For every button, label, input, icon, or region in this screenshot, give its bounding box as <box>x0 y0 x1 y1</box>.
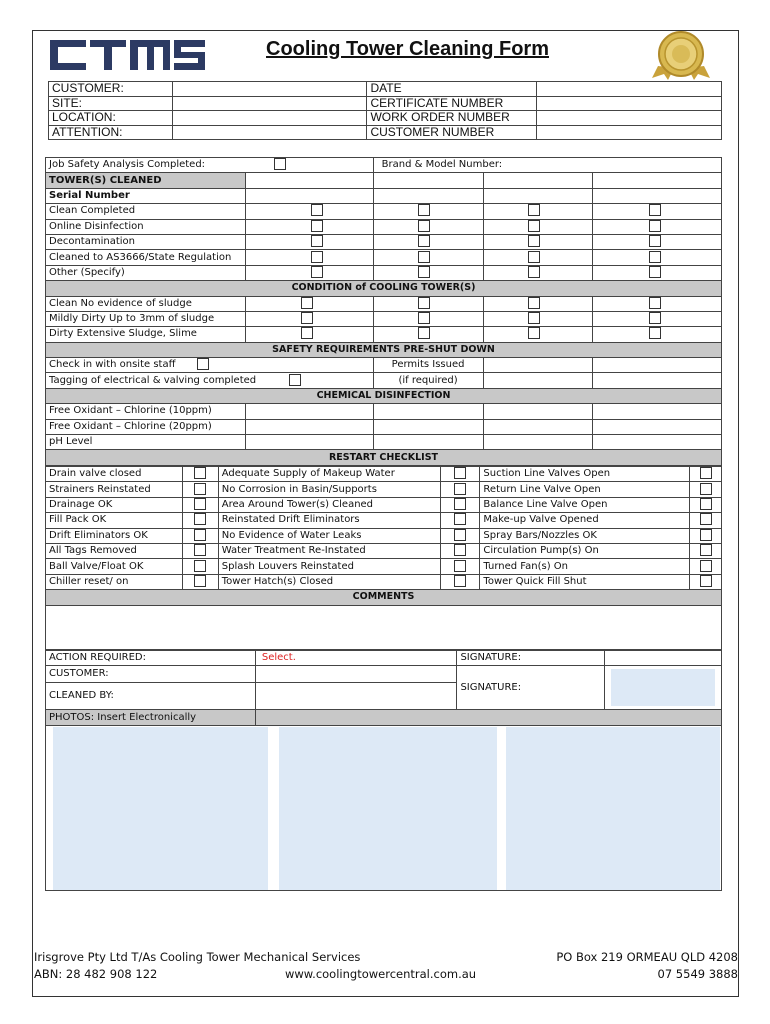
restart-checkbox[interactable] <box>454 544 466 556</box>
restart-item-label: Chiller reset/ on <box>46 574 183 589</box>
restart-item-label: Drift Eliminators OK <box>46 528 183 543</box>
restart-item-label: Tower Quick Fill Shut <box>480 574 690 589</box>
restart-row <box>46 559 722 574</box>
photo-slot-2[interactable] <box>279 727 497 890</box>
signature-label: SIGNATURE: <box>457 651 605 666</box>
permits-field-4[interactable] <box>593 373 722 388</box>
restart-checkbox[interactable] <box>194 575 206 587</box>
restart-checkbox[interactable] <box>194 513 206 525</box>
serial-field-3[interactable] <box>483 188 593 203</box>
customer-number-label: CUSTOMER NUMBER <box>367 125 537 140</box>
condition-heading: CONDITION of COOLING TOWER(S) <box>46 281 722 296</box>
restart-item-label: Drain valve closed <box>46 467 183 482</box>
chem-field[interactable] <box>373 435 483 450</box>
action-required-label: ACTION REQUIRED: <box>46 651 256 666</box>
condition-clean-label: Clean No evidence of sludge <box>46 296 246 311</box>
decontamination-label: Decontamination <box>46 234 246 249</box>
restart-checkbox[interactable] <box>454 575 466 587</box>
restart-item-label: Fill Pack OK <box>46 513 183 528</box>
restart-checkbox[interactable] <box>700 483 712 495</box>
restart-item-label: Balance Line Valve Open <box>480 497 690 512</box>
action-select[interactable]: Select. <box>255 651 457 666</box>
chemical-heading: CHEMICAL DISINFECTION <box>46 388 722 403</box>
check-in-label: Check in with onsite staff <box>49 359 176 371</box>
checkbox[interactable] <box>649 312 661 324</box>
restart-item-label: No Evidence of Water Leaks <box>218 528 440 543</box>
certificate-label: CERTIFICATE NUMBER <box>367 96 537 111</box>
footer-phone: 07 5549 3888 <box>657 967 738 981</box>
attention-field[interactable] <box>172 125 367 140</box>
other-specify-label: Other (Specify) <box>46 265 246 280</box>
footer-company: Irisgrove Pty Ltd T/As Cooling Tower Mechanical Services <box>34 950 361 964</box>
restart-item-label: Turned Fan(s) On <box>480 559 690 574</box>
restart-checkbox[interactable] <box>194 498 206 510</box>
checkbox[interactable] <box>649 297 661 309</box>
restart-item-label: Strainers Reinstated <box>46 482 183 497</box>
safety-heading: SAFETY REQUIREMENTS PRE-SHUT DOWN <box>46 342 722 357</box>
checkbox[interactable] <box>418 251 430 263</box>
checkbox[interactable] <box>418 266 430 278</box>
permits-issued-label: Permits Issued <box>373 358 483 373</box>
checkbox[interactable] <box>528 312 540 324</box>
restart-item-label: Spray Bars/Nozzles OK <box>480 528 690 543</box>
restart-checkbox[interactable] <box>194 483 206 495</box>
condition-dirty-label: Dirty Extensive Sludge, Slime <box>46 327 246 342</box>
restart-row <box>46 482 722 497</box>
restart-item-label: Circulation Pump(s) On <box>480 543 690 558</box>
checkbox[interactable] <box>418 297 430 309</box>
permits-if-required-label: (if required) <box>373 373 483 388</box>
restart-checkbox[interactable] <box>194 560 206 572</box>
restart-checkbox[interactable] <box>700 529 712 541</box>
restart-item-label: Reinstated Drift Eliminators <box>218 513 440 528</box>
restart-row <box>46 574 722 589</box>
location-field[interactable] <box>172 111 367 126</box>
restart-item-label: Ball Valve/Float OK <box>46 559 183 574</box>
serial-field-2[interactable] <box>373 188 483 203</box>
restart-item-label: Drainage OK <box>46 497 183 512</box>
restart-item-label: All Tags Removed <box>46 543 183 558</box>
header-info-table <box>48 81 722 140</box>
restart-checkbox[interactable] <box>700 467 712 479</box>
footer-po-box: PO Box 219 ORMEAU QLD 4208 <box>556 950 738 964</box>
checkbox[interactable] <box>528 327 540 339</box>
restart-checkbox[interactable] <box>454 513 466 525</box>
footer-abn: ABN: 28 482 908 122 <box>34 967 158 981</box>
location-label: LOCATION: <box>49 111 173 126</box>
customer-number-field[interactable] <box>537 125 722 140</box>
restart-checkbox[interactable] <box>454 529 466 541</box>
clean-completed-label: Clean Completed <box>46 204 246 219</box>
checkbox[interactable] <box>418 220 430 232</box>
work-order-field[interactable] <box>537 111 722 126</box>
restart-row <box>46 513 722 528</box>
checkbox[interactable] <box>528 204 540 216</box>
checkbox[interactable] <box>311 204 323 216</box>
work-order-label: WORK ORDER NUMBER <box>367 111 537 126</box>
restart-item-label: Splash Louvers Reinstated <box>218 559 440 574</box>
customer-signoff-label: CUSTOMER: <box>46 666 256 682</box>
restart-checkbox[interactable] <box>700 575 712 587</box>
chem-field[interactable] <box>245 404 373 419</box>
restart-checkbox[interactable] <box>194 544 206 556</box>
condition-mildly-dirty-label: Mildly Dirty Up to 3mm of sludge <box>46 311 246 326</box>
checkbox[interactable] <box>649 220 661 232</box>
restart-item-label: Adequate Supply of Makeup Water <box>218 467 440 482</box>
chlorine-10-label: Free Oxidant – Chlorine (10ppm) <box>46 404 246 419</box>
restart-heading: RESTART CHECKLIST <box>46 450 722 465</box>
form-title: Cooling Tower Cleaning Form <box>266 38 549 60</box>
customer-signoff-field[interactable] <box>255 666 457 682</box>
restart-item-label: Tower Hatch(s) Closed <box>218 574 440 589</box>
site-field[interactable] <box>172 96 367 111</box>
restart-item-label: Area Around Tower(s) Cleaned <box>218 497 440 512</box>
jsa-row <box>46 158 374 173</box>
checkbox[interactable] <box>311 220 323 232</box>
permits-field-2[interactable] <box>593 358 722 373</box>
checkbox[interactable] <box>418 327 430 339</box>
checkbox[interactable] <box>528 220 540 232</box>
comments-field[interactable] <box>46 605 722 649</box>
chem-field[interactable] <box>483 435 593 450</box>
checkbox[interactable] <box>301 327 313 339</box>
restart-checkbox[interactable] <box>454 498 466 510</box>
checkbox[interactable] <box>528 266 540 278</box>
date-label: DATE <box>367 82 537 97</box>
comments-heading: COMMENTS <box>46 590 722 605</box>
chlorine-20-label: Free Oxidant – Chlorine (20ppm) <box>46 419 246 434</box>
footer-website[interactable]: www.coolingtowercentral.com.au <box>285 967 477 981</box>
restart-item-label: Make-up Valve Opened <box>480 513 690 528</box>
serial-field-4[interactable] <box>593 188 722 203</box>
checkbox[interactable] <box>311 251 323 263</box>
signature-pad[interactable] <box>611 669 715 706</box>
checkbox[interactable] <box>649 266 661 278</box>
jsa-checkbox[interactable] <box>274 158 286 170</box>
chem-field[interactable] <box>593 419 722 434</box>
chem-field[interactable] <box>373 404 483 419</box>
restart-item-label: Return Line Valve Open <box>480 482 690 497</box>
permits-field-1[interactable] <box>483 358 593 373</box>
photos-label: PHOTOS: Insert Electronically <box>46 710 256 725</box>
restart-item-label: No Corrosion in Basin/Supports <box>218 482 440 497</box>
online-disinfection-label: Online Disinfection <box>46 219 246 234</box>
certificate-field[interactable] <box>537 96 722 111</box>
restart-checkbox[interactable] <box>700 544 712 556</box>
checkbox[interactable] <box>311 266 323 278</box>
signoff-table <box>45 650 722 726</box>
site-label: SITE: <box>49 96 173 111</box>
checkbox[interactable] <box>301 297 313 309</box>
checkbox[interactable] <box>528 251 540 263</box>
checkbox[interactable] <box>528 297 540 309</box>
attention-label: ATTENTION: <box>49 125 173 140</box>
photo-slot-3[interactable] <box>506 727 720 890</box>
restart-checkbox[interactable] <box>700 513 712 525</box>
ph-level-label: pH Level <box>46 435 246 450</box>
serial-field-1[interactable] <box>245 188 373 203</box>
restart-row <box>46 543 722 558</box>
checkbox[interactable] <box>418 312 430 324</box>
checkbox[interactable] <box>649 235 661 247</box>
chem-field[interactable] <box>245 435 373 450</box>
restart-item-label: Water Treatment Re-Instated <box>218 543 440 558</box>
checkbox[interactable] <box>649 251 661 263</box>
tower-section-table <box>45 157 722 466</box>
checkbox[interactable] <box>649 204 661 216</box>
chem-field[interactable] <box>593 435 722 450</box>
signature-field[interactable] <box>605 651 722 666</box>
restart-row <box>46 497 722 512</box>
checkbox[interactable] <box>649 327 661 339</box>
jsa-label: Job Safety Analysis Completed: <box>49 159 206 171</box>
restart-checkbox[interactable] <box>454 560 466 572</box>
tagging-checkbox[interactable] <box>289 374 301 386</box>
customer-field[interactable] <box>172 82 367 97</box>
chem-field[interactable] <box>245 419 373 434</box>
checkbox[interactable] <box>418 235 430 247</box>
restart-row <box>46 467 722 482</box>
restart-checkbox[interactable] <box>194 529 206 541</box>
cleaned-by-field[interactable] <box>255 682 457 710</box>
check-in-checkbox[interactable] <box>197 358 209 370</box>
photo-slot-1[interactable] <box>53 727 268 890</box>
cleaned-by-label: CLEANED BY: <box>46 682 256 710</box>
checkbox[interactable] <box>311 235 323 247</box>
restart-checkbox[interactable] <box>454 467 466 479</box>
permits-field-3[interactable] <box>483 373 593 388</box>
restart-checkbox[interactable] <box>700 560 712 572</box>
checkbox[interactable] <box>528 235 540 247</box>
restart-checkbox[interactable] <box>454 483 466 495</box>
award-seal-icon <box>650 30 712 82</box>
chem-field[interactable] <box>593 404 722 419</box>
restart-row <box>46 528 722 543</box>
chem-field[interactable] <box>483 419 593 434</box>
tagging-label: Tagging of electrical & valving completed <box>49 374 257 386</box>
brand-model-label: Brand & Model Number: <box>381 159 503 171</box>
date-field[interactable] <box>537 82 722 97</box>
customer-label: CUSTOMER: <box>49 82 173 97</box>
towers-cleaned-label: TOWER(S) CLEANED <box>46 173 246 188</box>
cleaned-to-regulation-label: Cleaned to AS3666/State Regulation <box>46 250 246 265</box>
restart-checklist-table <box>45 466 722 650</box>
checkbox[interactable] <box>301 312 313 324</box>
restart-item-label: Suction Line Valves Open <box>480 467 690 482</box>
chem-field[interactable] <box>373 419 483 434</box>
signature2-label: SIGNATURE: <box>457 666 605 710</box>
restart-checkbox[interactable] <box>700 498 712 510</box>
checkbox[interactable] <box>418 204 430 216</box>
chem-field[interactable] <box>483 404 593 419</box>
restart-checkbox[interactable] <box>194 467 206 479</box>
serial-number-label: Serial Number <box>46 188 246 203</box>
